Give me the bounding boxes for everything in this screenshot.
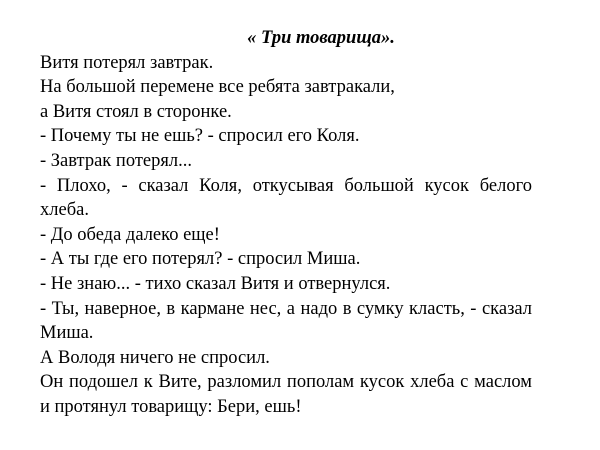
text-line: - А ты где его потерял? - спросил Миша. [40, 249, 361, 270]
text-line: - Почему ты не ешь? - спросил его Коля. [40, 126, 360, 147]
text-line: - Не знаю... - тихо сказал Витя и отвернулся. [40, 273, 391, 294]
story-document [40, 26, 532, 420]
text-line: - Завтрак потерял... [40, 150, 192, 171]
paragraph-final: Он подошел к Вите, разломил пополам кусок хлеба с маслом и протянул товарищу: Бери, ешь! [40, 372, 532, 417]
paragraph-misha: - Ты, наверное, в кармане нес, а надо в сумку класть, - сказал Миша. [40, 298, 532, 344]
paragraph-kolya: - Плохо, - сказал Коля, откусывая большой кусок белого хлеба. [40, 175, 532, 221]
text-line: а Витя стоял в сторонке. [40, 101, 232, 122]
story-title: « Три товарища». [247, 28, 395, 48]
text-line: На большой перемене все ребята завтракали, [40, 77, 395, 98]
text-line: Витя потерял завтрак. [40, 52, 214, 73]
text-line: - До обеда далеко еще! [40, 224, 220, 245]
text-line: А Володя ничего не спросил. [40, 347, 270, 368]
